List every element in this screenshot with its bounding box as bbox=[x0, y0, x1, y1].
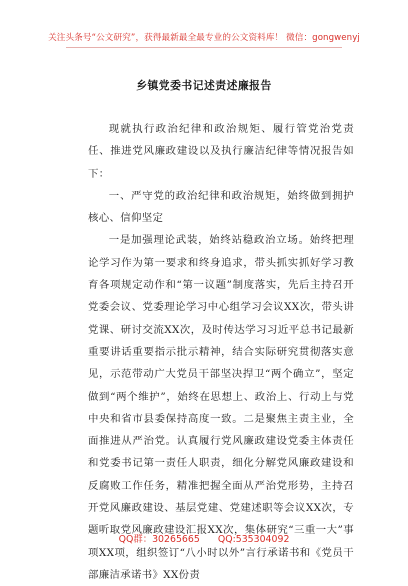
document-title: 乡镇党委书记述责述廉报告 bbox=[136, 79, 272, 92]
intro-paragraph: 现就执行政治纪律和政治规矩、履行管党治党责任、推进党风廉政建设以及执行廉洁纪律等情况报告如下： bbox=[88, 123, 354, 180]
section-heading-paragraph: 一、严守党的政治纪律和政治规矩，始终做到拥护核心、信仰坚定 bbox=[88, 189, 354, 225]
header-banner: 关注头条号“公文研究”，获得最新最全最专业的公文资料库！ 微信：gongwenyj bbox=[48, 33, 360, 43]
footer-qq-group: QQ群：30265665 bbox=[118, 534, 200, 545]
body-paragraph: 一是加强理论武装，始终站稳政治立场。始终把理论学习作为第一要求和终身追求，带头抓实抓好学习教育各项规定动作和“第一议题”制度落实，先后主持召开党委会议、党委理论学习中心组学习会议XX次，带头讲党课、研讨交流XX次，及时传达学习习近平总书记最新重要讲话重要指示批示精神，结合实际研究贯彻落实意见，示范带动广大党员干部坚决捍卫“两个确立”，坚定做到“两个维护”，始终在思想上、政治上、行动上与党中央和省市县委保持高度一致。二是聚焦主责主业，全面推进从严治党。认真履行党风廉政建设党委主体责任和党委书记第一责任人职责，细化分解党风廉政建设和反腐败工作任务，精准把握全面从严治党形势，主持召开党风廉政建设、基层党建、党建述职等会议XX次，专题听取党风廉政建设汇报XX次，集体研究“三重一大”事项XX项，组织签订“八小时以外”言行承诺书和《党员干部廉洁承诺书》XX份责 bbox=[88, 234, 354, 581]
footer bbox=[0, 531, 408, 545]
header-divider bbox=[66, 47, 342, 48]
footer-qq-contact: QQ:535304092 bbox=[217, 534, 290, 545]
document-body bbox=[88, 118, 354, 586]
